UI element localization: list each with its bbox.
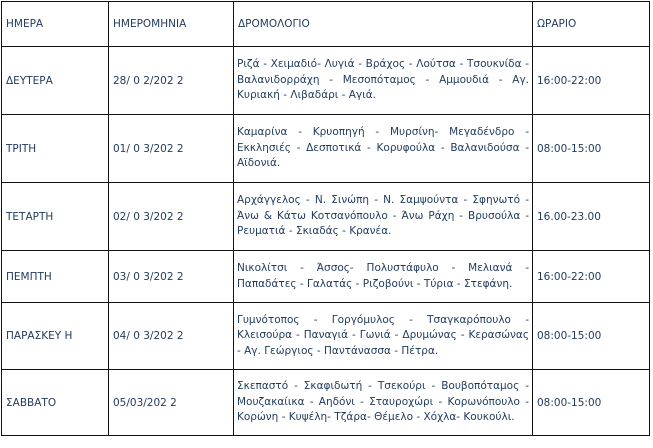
table-row bbox=[2, 370, 650, 436]
route-cell: Σκεπαστό - Σκαφιδωτή - Τσεκούρι - Βουβοπόταμος - Μουζακαίικα - Αηδόνι - Σταυροχώρι - Κορωνόπουλο - Κορώνη - Κυψέλη- Τζάρα- Θέμελο - Χόχλα- Κουκούλι. bbox=[234, 370, 533, 436]
route-cell: Νικολίτσι - Άσσος- Πολυστάφυλο - Μελιανά - Παπαδάτες - Γαλατάς - Ριζοβούνι - Τύρια - Στεφάνη. bbox=[234, 251, 533, 303]
date-cell: 03/ 0 3/202 2 bbox=[109, 251, 234, 303]
schedule-table bbox=[1, 1, 650, 436]
day-cell: ΣΑΒΒΑΤΟ bbox=[2, 370, 109, 436]
hours-cell: 08:00-15:00 bbox=[533, 115, 650, 183]
route-cell: Καμαρίνα - Κρυοπηγή - Μυρσίνη- Μεγαδένδρο - Εκκλησιές - Δεσποτικά - Κορυφούλα - Βαλανιδούσα - Αϊδονιά. bbox=[234, 115, 533, 183]
hours-cell: 16:00-22:00 bbox=[533, 251, 650, 303]
header-hours: ΩΡΑΡΙΟ bbox=[533, 2, 650, 47]
header-day: ΗΜΕΡΑ bbox=[2, 2, 109, 47]
table-row bbox=[2, 183, 650, 251]
date-cell: 04/ 0 3/202 2 bbox=[109, 303, 234, 370]
day-cell: ΠΕΜΠΤΗ bbox=[2, 251, 109, 303]
route-cell: Ριζά - Χειμαδιό- Λυγιά - Βράχος - Λούτσα - Τσουκνίδα - Βαλανιδορράχη - Μεσοπόταμος - Αμμουδιά - Αγ. Κυριακή - Λιβαδάρι - Αγιά. bbox=[234, 47, 533, 115]
header-route: ΔΡΟΜΟΛΟΓΙΟ bbox=[234, 2, 533, 47]
table-row bbox=[2, 303, 650, 370]
hours-cell: 16:00-22:00 bbox=[533, 47, 650, 115]
route-cell: Γυμνότοπος - Γοργόμυλος - Τσαγκαρόπουλο - Κλεισούρα - Παναγιά - Γωνιά - Δρυμώνας - Κερασώνας - Αγ. Γεώργιος - Παντάνασσα - Πέτρα. bbox=[234, 303, 533, 370]
date-cell: 01/ 0 3/202 2 bbox=[109, 115, 234, 183]
day-cell: ΔΕΥΤΕΡΑ bbox=[2, 47, 109, 115]
header-row bbox=[2, 2, 650, 47]
hours-cell: 08:00-15:00 bbox=[533, 303, 650, 370]
route-cell: Αρχάγγελος - Ν. Σινώπη - Ν. Σαμψούντα - Σφηνωτό - Άνω & Κάτω Κοτσανόπουλο - Άνω Ράχη - Βρυσούλα - Ρευματιά - Σκιαδάς - Κρανέα. bbox=[234, 183, 533, 251]
day-cell: ΤΡΙΤΗ bbox=[2, 115, 109, 183]
date-cell: 02/ 0 3/202 2 bbox=[109, 183, 234, 251]
table-row bbox=[2, 115, 650, 183]
day-cell: ΤΕΤΑΡΤΗ bbox=[2, 183, 109, 251]
date-cell: 05/03/202 2 bbox=[109, 370, 234, 436]
date-cell: 28/ 0 2/202 2 bbox=[109, 47, 234, 115]
table-row bbox=[2, 47, 650, 115]
hours-cell: 08:00-15:00 bbox=[533, 370, 650, 436]
day-cell: ΠΑΡΑΣΚΕΥ Η bbox=[2, 303, 109, 370]
hours-cell: 16.00-23.00 bbox=[533, 183, 650, 251]
header-date: ΗΜΕΡΟΜΗΝΙΑ bbox=[109, 2, 234, 47]
table-row bbox=[2, 251, 650, 303]
